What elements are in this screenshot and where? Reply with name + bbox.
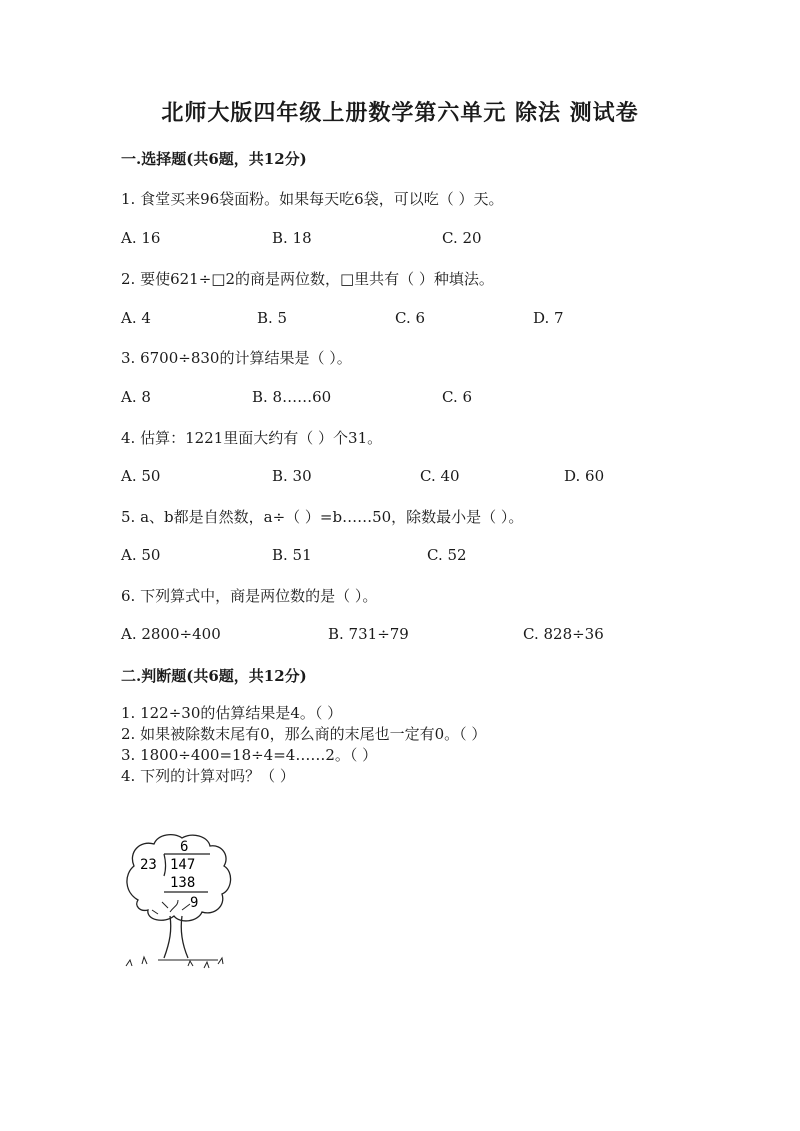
section1-heading: 一.选择题(共6题，共12分) <box>121 150 307 168</box>
dividend-number: 147 <box>170 857 196 873</box>
page-title: 北师大版四年级上册数学第六单元 除法 测试卷 <box>161 100 639 126</box>
q3-option-a: A. 8 <box>121 388 151 406</box>
q1-option-a: A. 16 <box>121 229 161 247</box>
q5-option-a: A. 50 <box>121 546 161 564</box>
q6-option-b: B. 731÷79 <box>328 625 409 643</box>
q4-option-d: D. 60 <box>564 467 605 485</box>
q1-option-b: B. 18 <box>272 229 312 247</box>
question-6: 6. 下列算式中，商是两位数的是（ ）。 <box>121 587 378 605</box>
tree-division-figure <box>118 830 243 980</box>
question-2: 2. 要使621÷□2的商是两位数，□里共有（ ）种填法。 <box>121 270 494 288</box>
section2-heading: 二.判断题(共6题，共12分) <box>121 667 307 685</box>
question-4: 4. 估算：1221里面大约有（ ）个31。 <box>121 429 383 447</box>
q3-option-b: B. 8……60 <box>252 388 332 406</box>
q4-option-b: B. 30 <box>272 467 312 485</box>
remainder-number: 9 <box>190 895 199 911</box>
product-number: 138 <box>170 875 196 891</box>
q4-option-c: C. 40 <box>420 467 460 485</box>
q1-option-c: C. 20 <box>442 229 482 247</box>
question-3: 3. 6700÷830的计算结果是（ ）。 <box>121 349 352 367</box>
tree-trunk <box>164 916 188 958</box>
tree-branches <box>152 900 190 914</box>
q3-option-c: C. 6 <box>442 388 473 406</box>
q5-option-c: C. 52 <box>427 546 467 564</box>
tf-item-2: 2. 如果被除数末尾有0，那么商的末尾也一定有0。（ ） <box>121 725 487 743</box>
q4-option-a: A. 50 <box>121 467 161 485</box>
q5-option-b: B. 51 <box>272 546 312 564</box>
q2-option-a: A. 4 <box>121 309 151 327</box>
divisor-number: 23 <box>140 857 157 873</box>
question-1: 1. 食堂买来96袋面粉。如果每天吃6袋，可以吃（ ）天。 <box>121 190 504 208</box>
tf-item-1: 1. 122÷30的估算结果是4。（ ） <box>121 704 343 722</box>
q2-option-b: B. 5 <box>257 309 288 327</box>
quotient-digit: 6 <box>180 839 189 855</box>
tf-item-3: 3. 1800÷400=18÷4=4……2。（ ） <box>121 746 378 764</box>
q2-option-c: C. 6 <box>395 309 426 327</box>
question-5: 5. a、b都是自然数，a÷（ ）=b……50，除数最小是（ ）。 <box>121 508 524 526</box>
q6-option-a: A. 2800÷400 <box>121 625 221 643</box>
q2-option-d: D. 7 <box>533 309 564 327</box>
q6-option-c: C. 828÷36 <box>523 625 604 643</box>
tree-illustration <box>118 830 243 980</box>
tf-item-4: 4. 下列的计算对吗？（ ） <box>121 767 295 785</box>
grass-strokes <box>126 957 223 968</box>
